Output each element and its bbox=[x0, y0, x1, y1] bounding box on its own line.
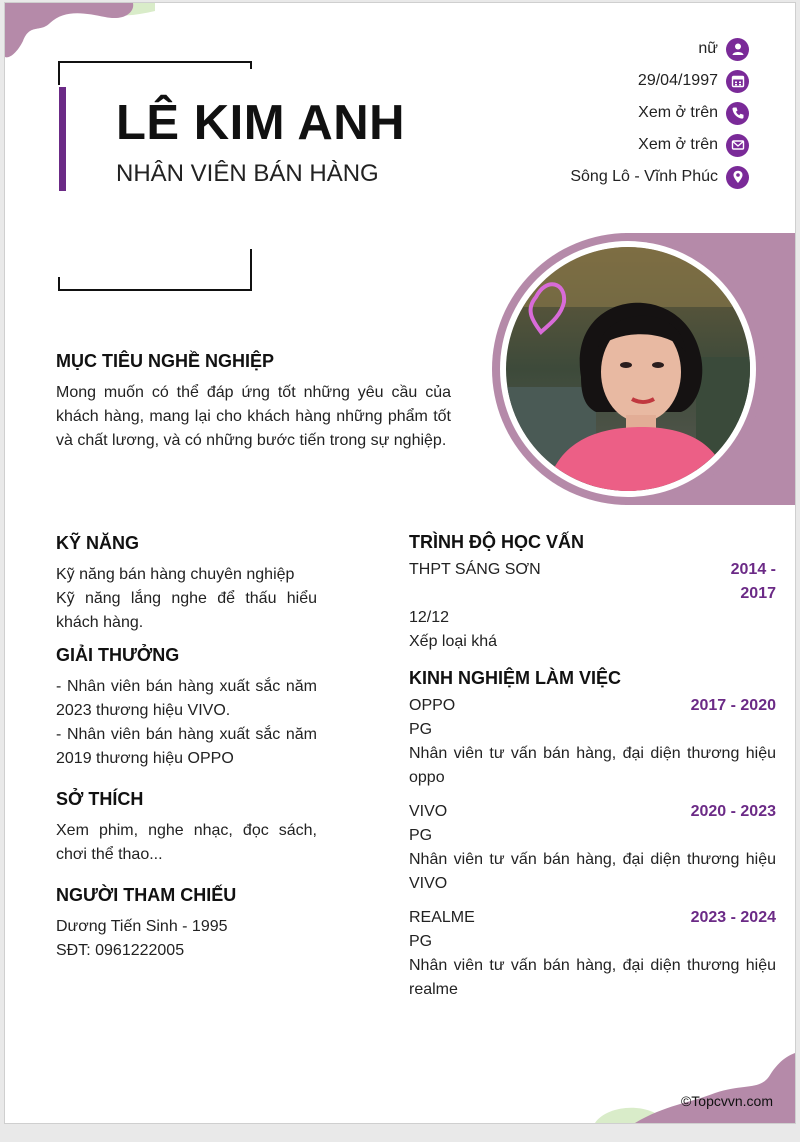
job-title: NHÂN VIÊN BÁN HÀNG bbox=[116, 160, 379, 187]
calendar-icon bbox=[726, 70, 749, 93]
objective-section bbox=[56, 351, 451, 453]
full-name: LÊ KIM ANH bbox=[116, 96, 405, 150]
profile-photo bbox=[506, 247, 750, 491]
contact-list bbox=[570, 33, 749, 193]
objective-text: Mong muốn có thể đáp ứng tốt những yêu cầu của khách hàng, mang lại cho khách hàng những phẩm tốt và chất lương, và có những bước tiến trong sự nghiệp. bbox=[56, 384, 451, 449]
hobbies-section bbox=[56, 789, 317, 867]
experience-role: PG bbox=[409, 933, 433, 950]
contact-birthday-value: 29/04/1997 bbox=[637, 72, 718, 89]
awards-title: GIẢI THƯỞNG bbox=[56, 645, 180, 665]
contact-address bbox=[570, 161, 749, 193]
objective-title: MỤC TIÊU NGHỀ NGHIỆP bbox=[56, 351, 275, 371]
contact-phone-value: Xem ở trên bbox=[638, 104, 718, 121]
experience-company: REALME bbox=[409, 909, 475, 926]
decor-blob-bottom-right bbox=[595, 1053, 795, 1123]
contact-gender bbox=[570, 33, 749, 65]
experience-item bbox=[409, 800, 776, 896]
education-major: 12/12 bbox=[409, 609, 450, 626]
hobbies-text: Xem phim, nghe nhạc, đọc sách, chơi thể thao... bbox=[56, 822, 317, 863]
decor-blob-top-left bbox=[5, 3, 165, 63]
skills-section bbox=[56, 533, 317, 635]
skill-item: Kỹ năng lắng nghe để thấu hiểu khách hàng. bbox=[56, 590, 317, 631]
experience-years: 2020 - 2023 bbox=[690, 803, 776, 820]
experience-company: OPPO bbox=[409, 697, 456, 714]
skills-title: KỸ NĂNG bbox=[56, 533, 140, 553]
award-item: - Nhân viên bán hàng xuất sắc năm 2023 thương hiệu VIVO. bbox=[56, 678, 317, 719]
skill-item: Kỹ năng bán hàng chuyên nghiệp bbox=[56, 566, 295, 583]
experience-years: 2017 - 2020 bbox=[690, 697, 776, 714]
name-accent-bar bbox=[59, 87, 66, 191]
location-icon bbox=[726, 166, 749, 189]
reference-line: Dương Tiến Sinh - 1995 bbox=[56, 918, 228, 935]
education-row bbox=[409, 558, 776, 606]
experience-years: 2023 - 2024 bbox=[690, 909, 776, 926]
education-years: 2014 - 2017 bbox=[730, 561, 776, 602]
contact-email-value: Xem ở trên bbox=[638, 136, 718, 153]
experience-item bbox=[409, 906, 776, 1002]
references-title: NGƯỜI THAM CHIẾU bbox=[56, 885, 237, 905]
contact-gender-value: nữ bbox=[698, 40, 718, 57]
contact-birthday bbox=[570, 65, 749, 97]
copyright: ©Topcvvn.com bbox=[680, 1093, 773, 1109]
experience-desc: Nhân viên tư vấn bán hàng, đại diện thương hiệu oppo bbox=[409, 745, 776, 786]
education-title: TRÌNH ĐỘ HỌC VẤN bbox=[409, 532, 584, 552]
contact-phone bbox=[570, 97, 749, 129]
phone-icon bbox=[726, 102, 749, 125]
education-section bbox=[409, 532, 776, 654]
reference-line: SĐT: 0961222005 bbox=[56, 942, 185, 959]
references-section bbox=[56, 885, 317, 963]
contact-email bbox=[570, 129, 749, 161]
hobbies-title: SỞ THÍCH bbox=[56, 789, 144, 809]
experience-title: KINH NGHIỆM LÀM VIỆC bbox=[409, 668, 622, 688]
education-grade: Xếp loại khá bbox=[409, 633, 498, 650]
award-item: - Nhân viên bán hàng xuất sắc năm 2019 thương hiệu OPPO bbox=[56, 726, 317, 767]
cv-page bbox=[4, 2, 796, 1124]
experience-item bbox=[409, 694, 776, 790]
experience-desc: Nhân viên tư vấn bán hàng, đại diện thương hiệu VIVO bbox=[409, 851, 776, 892]
mail-icon bbox=[726, 134, 749, 157]
awards-section bbox=[56, 645, 317, 771]
experience-company: VIVO bbox=[409, 803, 448, 820]
experience-desc: Nhân viên tư vấn bán hàng, đại diện thương hiệu realme bbox=[409, 957, 776, 998]
education-school: THPT SÁNG SƠN bbox=[409, 561, 541, 578]
experience-role: PG bbox=[409, 827, 433, 844]
experience-role: PG bbox=[409, 721, 433, 738]
contact-address-value: Sông Lô - Vĩnh Phúc bbox=[570, 168, 718, 185]
user-icon bbox=[726, 38, 749, 61]
experience-section bbox=[409, 668, 776, 1002]
